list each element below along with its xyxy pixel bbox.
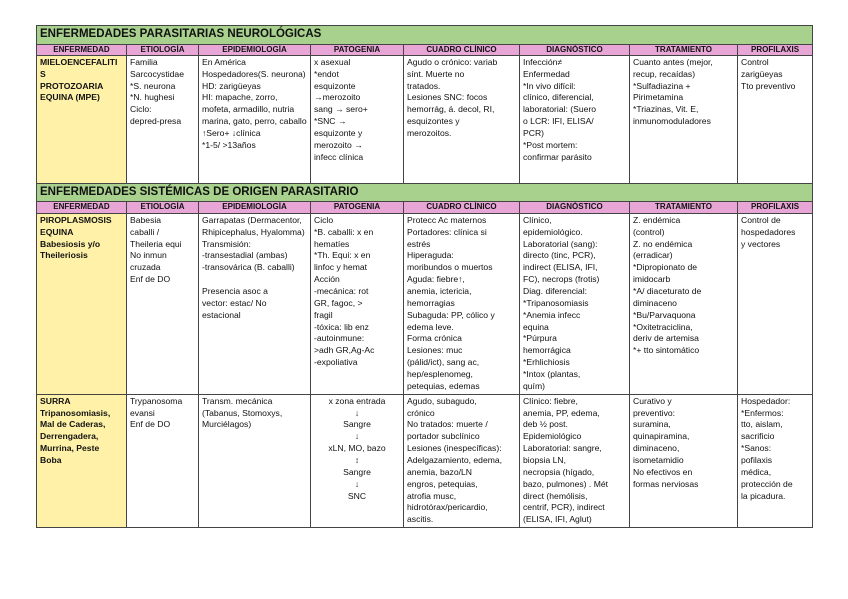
surra-tratamiento: Curativo y preventivo: suramina, quinapiramina, diminaceno, isometamidio No efectivos en formas nerviosas: [633, 395, 699, 489]
mpe-etiologia: Familia Sarcocystidae *S. neurona *N. hughesi Ciclo: depred-presa: [130, 56, 184, 127]
header-patogenia: PATOGENIA: [311, 44, 404, 55]
header-patogenia-2: PATOGENIA: [311, 202, 404, 213]
header-profilaxis: PROFILAXIS: [738, 44, 813, 55]
header-etiologia-2: ETIOLOGÍA: [127, 202, 199, 213]
header-tratamiento-2: TRATAMIENTO: [630, 202, 738, 213]
header-profilaxis-2: PROFILAXIS: [738, 202, 813, 213]
mpe-epidemiologia: En América Hospedadores(S. neurona) HD: zarigüeyas HI: mapache, zorro, mofeta, armadillo, nutria marina, gato, perro, caballo ↑Sero+ ↓clínica *1-5/ >13años: [202, 56, 307, 150]
header-cuadro-clinico: CUADRO CLÍNICO: [404, 44, 520, 55]
row-piroplasmosis: [37, 213, 813, 394]
piro-etiologia: Babesia caballi / Theileria equi No inmun cruzada Enf de DO: [130, 214, 182, 285]
mpe-patogenia: x asexual *endot esquizonte →merozoito sang → sero+ *SNC → esquizonte y merozoito → infecc clínica: [314, 56, 368, 162]
header-cuadro-clinico-2: CUADRO CLÍNICO: [404, 202, 520, 213]
header-enfermedad: ENFERMEDAD: [37, 44, 127, 55]
header-row-2: [37, 202, 813, 213]
piro-cuadro-clinico: Protecc Ac maternos Portadores: clínica si estrés Hiperaguda: moribundos o muertos Aguda: fiebre↑, anemia, ictericia, hemorragias Subaguda: PP, cólico y edema leve. Forma crónica Lesiones: muc (pálid/ict), sang ac, hep/esplenomeg, petequias, edemas: [407, 214, 495, 391]
section-title-systemic: ENFERMEDADES SISTÉMICAS DE ORIGEN PARASITARIO: [37, 183, 813, 202]
piro-epidemiologia: Garrapatas (Dermacentor, Rhipicephalus, Hyalomma) Transmisión: -transestadial (ambas) -transovárica (B. caballi) Presencia asoc a vector: estac/ No estacional: [202, 214, 305, 320]
mpe-cuadro-clinico: Agudo o crónico: variab sínt. Muerte no tratados. Lesiones SNC: focos hemorrág, á. decol, RI, esquizontes y merozoitos.: [407, 56, 498, 139]
header-row: [37, 44, 813, 55]
section-title-neurological: ENFERMEDADES PARASITARIAS NEUROLÓGICAS: [37, 26, 813, 45]
row-surra: [37, 394, 813, 527]
header-tratamiento: TRATAMIENTO: [630, 44, 738, 55]
mpe-tratamiento: Cuanto antes (mejor, recup, recaídas) *Sulfadiazina + Pirimetamina *Triazinas, Vit. E, inmunomoduladores: [633, 56, 713, 127]
header-epidemiologia: EPIDEMIOLOGÍA: [199, 44, 311, 55]
surra-etiologia: Trypanosoma evansi Enf de DO: [130, 395, 183, 430]
surra-profilaxis: Hospedador: *Enfermos: tto, aislam, sacrificio *Sanos: pofilaxis médica, protección de la picadura.: [741, 395, 793, 501]
header-diagnostico-2: DIAGNÓSTICO: [520, 202, 630, 213]
row-mpe: [37, 55, 813, 183]
mpe-diagnostico: Infección≠ Enfermedad *In vivo difícil: clínico, diferencial, laboratorial: (Suero o LCR: IFI, ELISA/ PCR) *Post mortem: confirmar parásito: [523, 56, 597, 162]
header-diagnostico: DIAGNÓSTICO: [520, 44, 630, 55]
surra-epidemiologia: Transm. mecánica (Tabanus, Stomoxys, Murciélagos): [202, 395, 283, 430]
header-enfermedad-2: ENFERMEDAD: [37, 202, 127, 213]
piro-profilaxis: Control de hospedadores y vectores: [741, 214, 796, 249]
piro-patogenia: Ciclo *B. caballi: x en hematíes *Th. Equi: x en linfoc y hemat Acción -mecánica: rot GR, fagoc, > fragil -tóxica: lib enz -autoinmune: >adh GR,Ag-Ac -expoliativa: [314, 214, 375, 368]
header-epidemiologia-2: EPIDEMIOLOGÍA: [199, 202, 311, 213]
surra-enfermedad: SURRA Tripanosomiasis, Mal de Caderas, Derrengadera, Murrina, Peste Boba: [40, 395, 111, 465]
parasitic-diseases-table: [36, 25, 813, 528]
surra-diagnostico: Clínico: fiebre, anemia, PP, edema, deb ½ post. Epidemiológico Laboratorial: sangre, biopsia LN, necropsia (hígado, bazo, pulmones) . Mét direct (hemólisis, centrif, PCR), indirect (ELISA, IFI, Aglut): [523, 395, 609, 525]
mpe-profilaxis: Control zarigüeyas Tto preventivo: [741, 56, 796, 91]
surra-cuadro-clinico: Agudo, subagudo, crónico No tratados: muerte / portador subclínico Lesiones (inespecíficas): Adelgazamiento, edema, anemia, bazo/LN engros, petequias, atrofia musc, hidrotórax/pericardio, ascitis.: [407, 395, 503, 525]
piro-enfermedad: PIROPLASMOSIS EQUINA Babesiosis y/o Theileriosis: [40, 214, 112, 261]
surra-patogenia: x zona entrada ↓ Sangre ↓ xLN, MO, bazo ↕ Sangre ↓ SNC: [328, 395, 386, 501]
header-etiologia: ETIOLOGÍA: [127, 44, 199, 55]
piro-tratamiento: Z. endémica (control) Z. no endémica (erradicar) *Dipropionato de imidocarb *A/ diaceturato de diminaceno *Bu/Parvaquona *Oxitetraciclina, deriv de artemisa *+ tto sintomático: [633, 214, 702, 356]
mpe-enfermedad: MIELOENCEFALITIS PROTOZOARIA EQUINA (MPE): [40, 56, 118, 103]
piro-diagnostico: Clínico, epidemiológico. Laboratorial (sang): directo (tinc, PCR), indirect (ELISA, IFI, FC), necrops (frotis) Diag. diferencial: *Tripanosomiasis *Anemia infecc equina *Púrpura hemorrágica *Erhlichiosis *Intox (plantas, quím): [523, 214, 600, 391]
